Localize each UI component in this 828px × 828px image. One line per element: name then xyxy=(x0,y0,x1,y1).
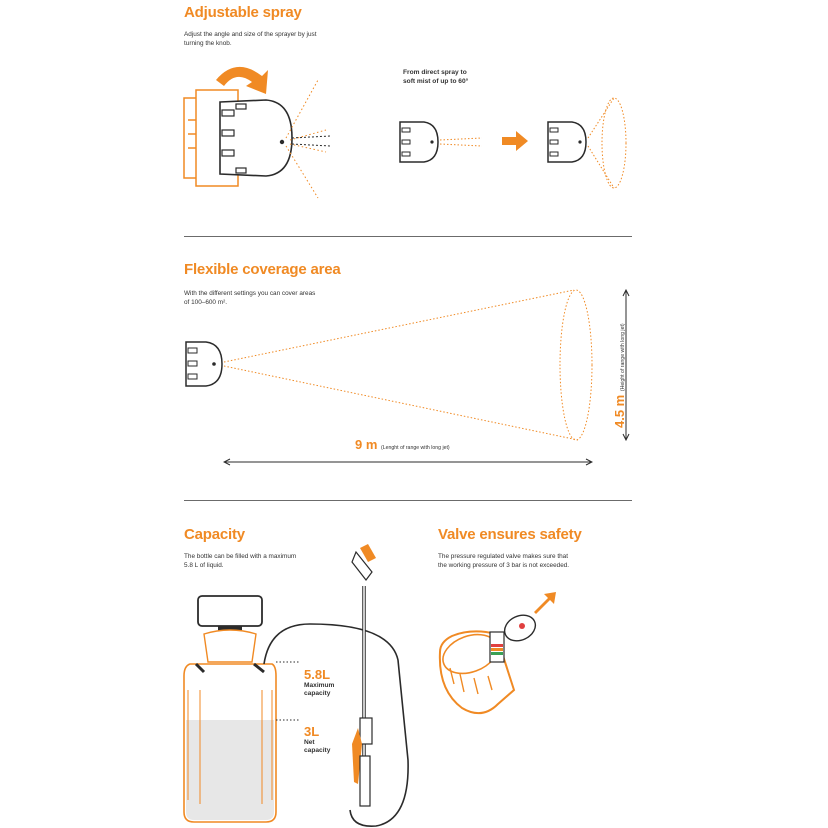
net-capacity-text2: capacity xyxy=(304,747,331,754)
hose-icon xyxy=(264,624,408,826)
spray-mode-note-line2: soft mist of up to 60° xyxy=(403,78,469,85)
capacity-desc-line2: 5.8 L of liquid. xyxy=(184,562,224,569)
max-capacity-value: 5.8L xyxy=(304,667,331,682)
sprayer-tank-icon xyxy=(184,596,276,822)
max-capacity-text2: capacity xyxy=(304,690,331,697)
flexible-coverage-title: Flexible coverage area xyxy=(184,261,341,278)
flexible-coverage-desc-line1: With the different settings you can cover areas xyxy=(184,290,316,297)
range-height-note: (Height of range with long jet) xyxy=(620,323,626,392)
capacity-desc-line1: The bottle can be filled with a maximum xyxy=(184,553,297,560)
capacity-level-lines xyxy=(276,662,300,720)
adjustable-spray-desc-line2: turning the knob. xyxy=(184,40,232,47)
valve-safety-title: Valve ensures safety xyxy=(438,526,582,543)
net-capacity-text1: Net xyxy=(304,739,315,746)
valve-safety-desc-line1: The pressure regulated valve makes sure that xyxy=(438,553,569,560)
spray-lance-icon xyxy=(352,544,376,806)
valve-cap-icon xyxy=(438,610,540,713)
direct-jet-lines xyxy=(292,136,330,146)
adjustable-spray-desc-line1: Adjust the angle and size of the sprayer by just xyxy=(184,31,317,38)
large-nozzle-icon xyxy=(184,90,292,186)
nozzle-direct-icon xyxy=(400,122,438,162)
range-length-note: (Lenght of range with long jet) xyxy=(381,445,450,451)
nozzle-mist-icon xyxy=(548,122,586,162)
range-height-value: 4.5 m xyxy=(612,394,627,428)
coverage-nozzle-icon xyxy=(186,342,222,386)
direct-spray-lines xyxy=(440,138,482,146)
flexible-coverage-desc-line2: of 100–600 m². xyxy=(184,299,227,306)
transition-arrow-icon xyxy=(502,131,528,151)
capacity-title: Capacity xyxy=(184,526,245,543)
max-capacity-text1: Maximum xyxy=(304,682,335,689)
range-length-value: 9 m xyxy=(355,437,378,452)
spray-mode-note-line1: From direct spray to xyxy=(403,69,467,76)
coverage-cone xyxy=(224,290,592,440)
net-capacity-value: 3L xyxy=(304,724,320,739)
valve-safety-desc-line2: the working pressure of 3 bar is not exceeded. xyxy=(438,562,570,569)
adjustable-spray-title: Adjustable spray xyxy=(184,4,302,21)
valve-direction-arrow-icon xyxy=(534,592,556,614)
mist-cone xyxy=(588,98,626,188)
